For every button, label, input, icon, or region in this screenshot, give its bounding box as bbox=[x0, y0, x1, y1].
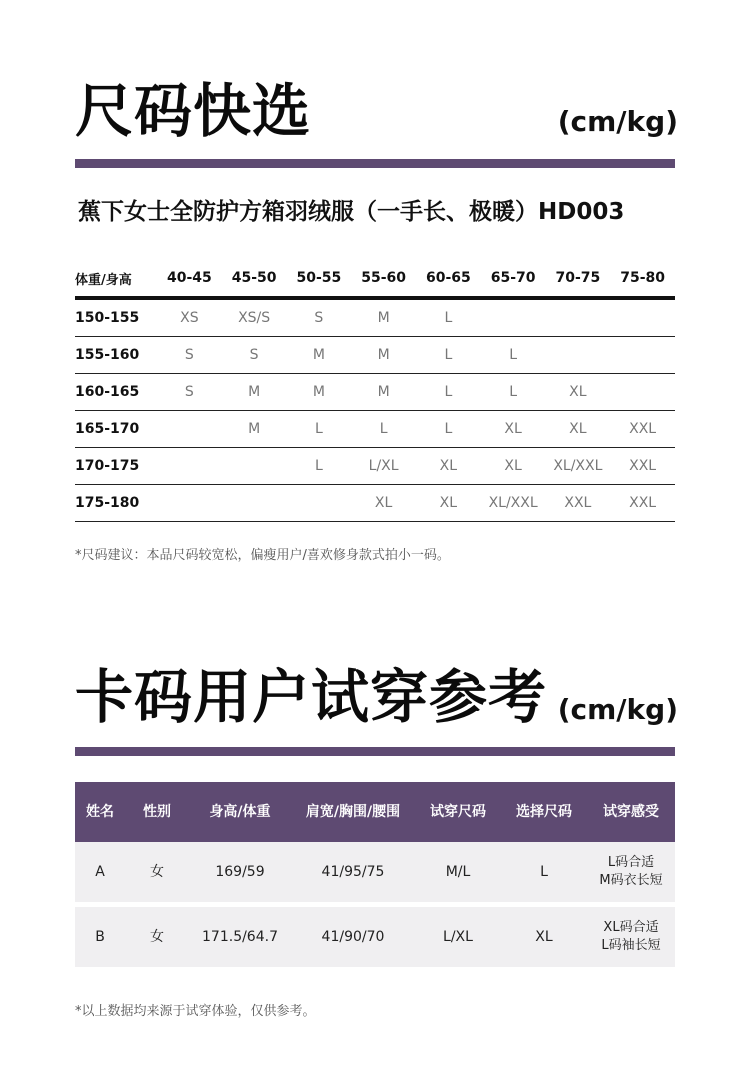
cell-gender: 女 bbox=[150, 928, 164, 945]
weight-header: 70-75 bbox=[555, 270, 601, 286]
size-cell: L bbox=[444, 384, 453, 400]
feeling-line: L码合适 bbox=[607, 855, 655, 871]
size-guide-title: 尺码快选 bbox=[75, 77, 312, 145]
size-cell: XXL bbox=[629, 458, 657, 474]
header-tried-size: 试穿尺码 bbox=[430, 803, 486, 820]
size-cell: L bbox=[379, 421, 388, 437]
header-height-weight: 身高/体重 bbox=[209, 803, 271, 820]
size-cell: XL bbox=[569, 421, 587, 437]
size-cell: XS bbox=[180, 310, 199, 326]
feeling-line: L码袖长短 bbox=[601, 938, 661, 953]
size-row bbox=[75, 411, 675, 448]
size-cell: M bbox=[312, 347, 325, 363]
fit-reference-title: 卡码用户试穿参考 bbox=[75, 663, 548, 731]
size-cell: XL bbox=[504, 458, 522, 474]
weight-header: 60-65 bbox=[425, 270, 471, 286]
size-cell: L bbox=[444, 347, 453, 363]
corner-label: 体重/身高 bbox=[75, 272, 132, 288]
size-cell: XL bbox=[569, 384, 587, 400]
fit-row bbox=[75, 842, 675, 902]
size-cell: S bbox=[184, 347, 194, 363]
size-table-header bbox=[75, 260, 675, 300]
cell-height-weight: 169/59 bbox=[215, 863, 265, 880]
cell-name: B bbox=[95, 928, 105, 945]
header-gender: 性别 bbox=[143, 803, 171, 820]
fit-reference-divider bbox=[75, 747, 675, 756]
height-label: 175-180 bbox=[75, 495, 140, 511]
size-cell: L bbox=[444, 310, 453, 326]
size-cell: XL bbox=[439, 495, 458, 511]
size-row bbox=[75, 337, 675, 374]
cell-tried-size: L/XL bbox=[443, 928, 473, 945]
size-cell: M bbox=[377, 310, 390, 326]
size-cell: L bbox=[509, 384, 518, 400]
weight-header: 65-70 bbox=[490, 270, 536, 286]
size-cell: M bbox=[312, 384, 325, 400]
size-cell: XL/XXL bbox=[488, 495, 538, 511]
size-cell: S bbox=[314, 310, 324, 326]
size-guide-divider bbox=[75, 159, 675, 168]
fit-table bbox=[75, 782, 675, 967]
size-row bbox=[75, 300, 675, 337]
fit-reference-unit: (cm/kg) bbox=[557, 693, 678, 726]
size-note: *尺码建议：本品尺码较宽松，偏瘦用户/喜欢修身款式拍小一码。 bbox=[75, 548, 450, 563]
size-cell: XL bbox=[439, 458, 458, 474]
size-cell: L bbox=[509, 347, 518, 363]
size-row bbox=[75, 485, 675, 522]
cell-chosen-size: L bbox=[540, 863, 548, 880]
cell-measurements: 41/90/70 bbox=[321, 928, 385, 945]
size-cell: M bbox=[248, 421, 261, 437]
product-name: 蕉下女士全防护方箱羽绒服（一手长、极暖）HD003 bbox=[78, 199, 625, 225]
fit-row bbox=[75, 907, 675, 967]
size-cell: L bbox=[314, 458, 323, 474]
fit-table-header bbox=[75, 782, 675, 842]
size-row bbox=[75, 448, 675, 485]
height-label: 150-155 bbox=[75, 310, 140, 326]
size-cell: S bbox=[184, 384, 194, 400]
weight-header: 75-80 bbox=[620, 270, 666, 286]
weight-header: 45-50 bbox=[231, 270, 277, 286]
size-row bbox=[75, 374, 675, 411]
size-cell: S bbox=[249, 347, 259, 363]
size-cell: M bbox=[377, 384, 390, 400]
size-guide-unit: (cm/kg) bbox=[557, 105, 678, 138]
size-cell: XXL bbox=[564, 495, 592, 511]
height-label: 155-160 bbox=[75, 347, 140, 363]
cell-name: A bbox=[95, 863, 105, 880]
cell-measurements: 41/95/75 bbox=[321, 863, 385, 880]
size-cell: XXL bbox=[629, 421, 657, 437]
size-cell: M bbox=[377, 347, 390, 363]
cell-height-weight: 171.5/64.7 bbox=[202, 928, 278, 945]
size-cell: XL bbox=[374, 495, 393, 511]
height-label: 170-175 bbox=[75, 458, 140, 474]
size-cell: M bbox=[248, 384, 261, 400]
header-feeling: 试穿感受 bbox=[603, 803, 659, 820]
size-cell: XL/XXL bbox=[553, 458, 603, 474]
height-label: 160-165 bbox=[75, 384, 140, 400]
header-chosen-size: 选择尺码 bbox=[516, 803, 572, 820]
header-measurements: 肩宽/胸围/腰围 bbox=[305, 803, 401, 820]
weight-header: 40-45 bbox=[166, 270, 212, 286]
cell-feeling bbox=[587, 854, 675, 889]
header-name: 姓名 bbox=[86, 803, 114, 820]
size-cell: L bbox=[444, 421, 453, 437]
height-label: 165-170 bbox=[75, 421, 140, 437]
size-cell: XS/S bbox=[238, 310, 271, 326]
feeling-line: XL码合适 bbox=[603, 920, 659, 936]
feeling-line: M码衣长短 bbox=[599, 873, 663, 888]
size-cell: L bbox=[314, 421, 323, 437]
size-table bbox=[75, 260, 675, 522]
cell-chosen-size: XL bbox=[535, 928, 553, 945]
size-cell: XL bbox=[504, 421, 522, 437]
cell-tried-size: M/L bbox=[445, 863, 471, 880]
size-cell: XXL bbox=[629, 495, 657, 511]
cell-gender: 女 bbox=[150, 863, 164, 880]
weight-header: 55-60 bbox=[361, 270, 407, 286]
fit-note: *以上数据均来源于试穿体验，仅供参考。 bbox=[75, 1004, 316, 1019]
size-cell: L/XL bbox=[368, 458, 399, 474]
weight-header: 50-55 bbox=[296, 270, 342, 286]
cell-feeling bbox=[587, 919, 675, 954]
